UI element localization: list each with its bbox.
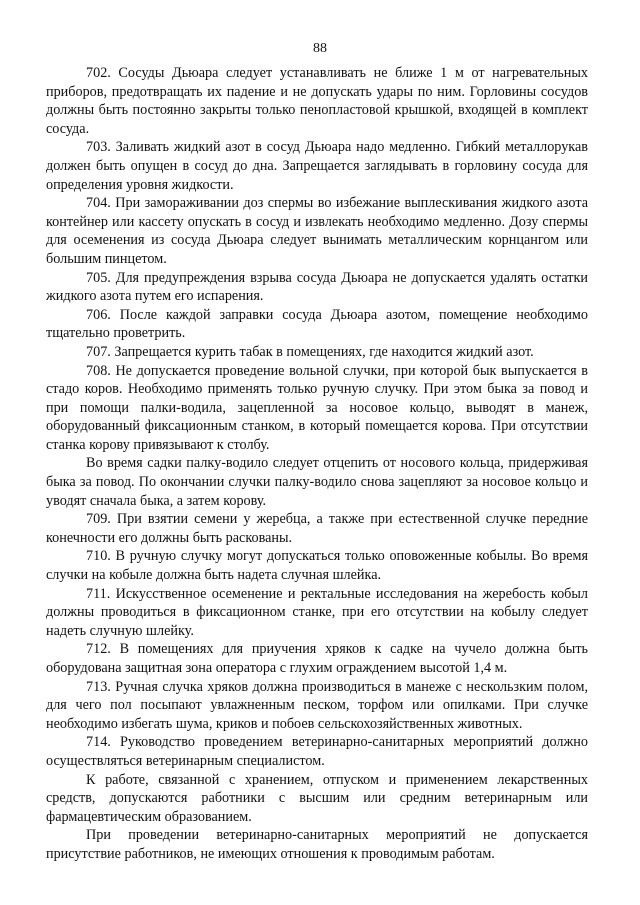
paragraph-710: 710. В ручную случку могут допускаться только оповоженные кобылы. Во время случки на кобыле должна быть надета случная шлейка.: [46, 548, 588, 584]
paragraph-714: 714. Руководство проведением ветеринарно-санитарных мероприятий должно осуществляться ветеринарным специалистом.: [46, 734, 588, 769]
paragraph-714-staff: К работе, связанной с хранением, отпуском и применением лекарственных средств, допускаются работники с высшим или средним ветеринарным или фармацевтическим образованием.: [46, 771, 588, 825]
paragraph-713: 713. Ручная случка хряков должна производиться в манеже с нескользким полом, для чего пол посыпают увлажненным песком, торфом или опилками. При случке необходимо избегать шума, криков и побоев сельскохозяйственных животных.: [46, 678, 588, 732]
paragraph-709: 709. При взятии семени у жеребца, а также при естественной случке передние конечности его должны быть раскованы.: [46, 511, 588, 546]
paragraph-714-presence: При проведении ветеринарно-санитарных мероприятий не допускается присутствие работников, не имеющих отношения к проводимым работам.: [46, 827, 588, 862]
paragraph-704: 704. При замораживании доз спермы во избежание выплескивания жидкого азота контейнер или кассету опускать в сосуд и извлекать необходимо медленно. Дозу спермы для осеменения из сосуда Дьюара следует вынимать металлическим корнцангом или большим пинцетом.: [46, 195, 588, 267]
paragraph-706: 706. После каждой заправки сосуда Дьюара азотом, помещение необходимо тщательно проветрить.: [46, 306, 588, 342]
paragraph-712: 712. В помещениях для приучения хряков к садке на чучело должна быть оборудована защитная зона оператора с глухим ограждением высотой 1,4 м.: [46, 641, 588, 676]
paragraph-708-continued: Во время садки палку-водило следует отцепить от носового кольца, придерживая быка за повод. По окончании случки палку-водило снова зацепляют за носовое кольцо и уводят сначала быка, а затем корову.: [46, 455, 588, 509]
paragraph-703: 703. Заливать жидкий азот в сосуд Дьюара надо медленно. Гибкий металлорукав должен быть опущен в сосуд до дна. Запрещается заглядывать в горловину сосуда для определения уровня жидкости.: [46, 139, 588, 193]
paragraph-705: 705. Для предупреждения взрыва сосуда Дьюара не допускается удалять остатки жидкого азота путем его испарения.: [46, 269, 588, 305]
paragraph-711: 711. Искусственное осеменение и ректальные исследования на жеребость кобыл должны проводиться в фиксационном станке, при его отсутствии на кобылу следует надеть случную шлейку.: [46, 585, 588, 639]
paragraph-708: 708. Не допускается проведение вольной случки, при которой бык выпускается в стадо коров. Необходимо применять только ручную случку. При этом быка за повод и при помощи палки-водила, зацепленной за носовое кольцо, выводят в манеж, оборудованный фиксационным станком, в который помещается корова. При отсутствии станка корову привязывают к столбу.: [46, 362, 588, 453]
document-body: [46, 64, 588, 864]
paragraph-707: 707. Запрещается курить табак в помещениях, где находится жидкий азот.: [86, 343, 534, 360]
page-number: 88: [313, 41, 327, 56]
paragraph-702: 702. Сосуды Дьюара следует устанавливать не ближе 1 м от нагревательных приборов, предотвращать их падение и не допускать удары по ним. Горловины сосудов должны быть постоянно закрыты только пенопластовой крышкой, входящей в комплект сосуда.: [46, 65, 588, 137]
